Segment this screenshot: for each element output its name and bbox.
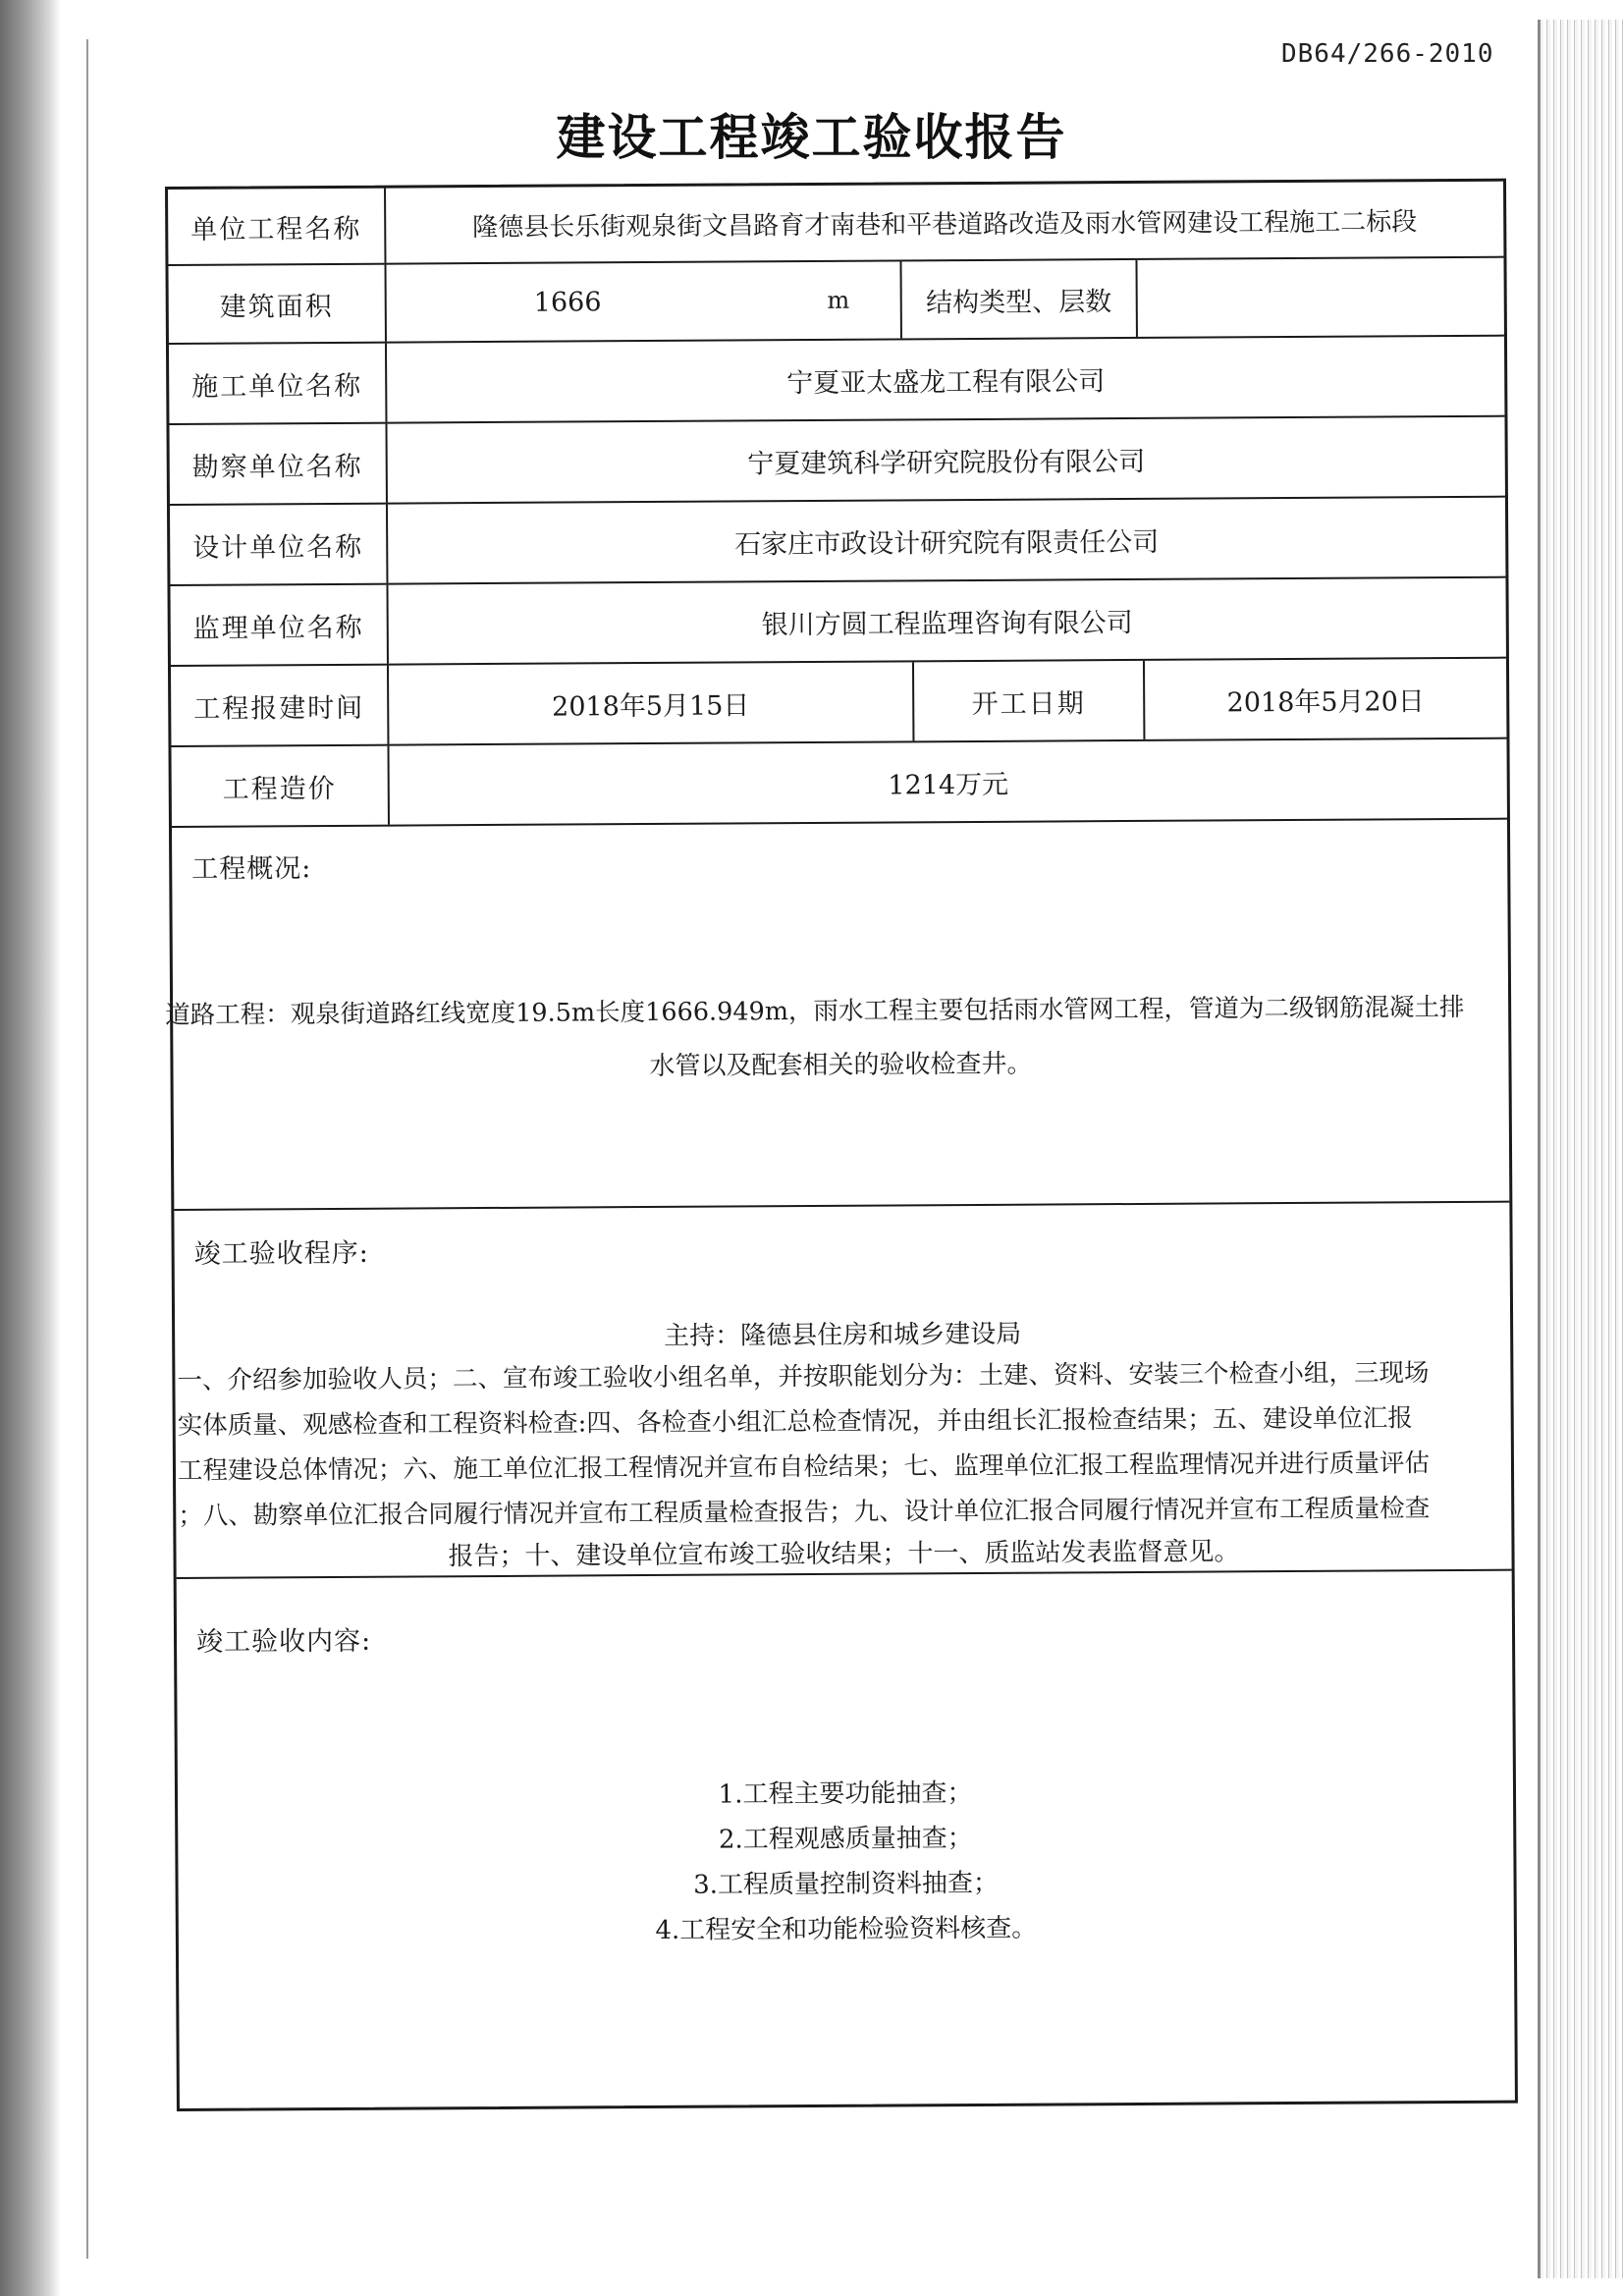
- label-structure-type: 结构类型、层数: [899, 260, 1135, 338]
- procedure-heading: 竣工验收程序:: [193, 1237, 369, 1270]
- value-report-time: 2018年5月15日: [387, 662, 912, 743]
- procedure-line-5: 报告；十、建设单位宣布竣工验收结果；十一、质监站发表监督意见。: [448, 1537, 1240, 1572]
- content-heading: 竣工验收内容:: [195, 1625, 372, 1658]
- content-item-1: 1.工程主要功能抽查；: [718, 1778, 973, 1810]
- row-survey-unit: [169, 417, 1504, 506]
- scan-shadow-left: [0, 0, 61, 2296]
- label-supervision-unit: 监理单位名称: [192, 612, 364, 644]
- label-design-unit: 设计单位名称: [192, 531, 364, 564]
- value-survey-unit: 宁夏建筑科学研究院股份有限公司: [385, 417, 1504, 503]
- document-number: DB64/266-2010: [1281, 39, 1494, 69]
- label-start-date: 开工日期: [912, 661, 1143, 740]
- overview-heading: 工程概况:: [191, 853, 312, 885]
- overview-line-2: 水管以及配套相关的验收检查井。: [649, 1049, 1033, 1082]
- value-structure-type: [1135, 258, 1503, 337]
- procedure-line-3: 工程建设总体情况；六、施工单位汇报工程情况并宣布自检结果；七、监理单位汇报工程监理情况并进行质量评估: [177, 1449, 1431, 1486]
- unit-building-area: m: [827, 286, 850, 314]
- label-survey-unit: 勘察单位名称: [191, 451, 363, 483]
- row-building-area: [168, 258, 1503, 345]
- page-title: 建设工程竣工验收报告: [556, 109, 1067, 166]
- value-cost: 1214万元: [387, 739, 1506, 825]
- value-unit-project-name: 隆德县长乐街观泉街文昌路育才南巷和平巷道路改造及雨水管网建设工程施工二标段: [384, 182, 1503, 263]
- acceptance-report-form: [165, 179, 1518, 2111]
- row-construction-unit: [169, 337, 1504, 425]
- overview-line-1: 道路工程：观泉街道路红线宽度19.5m长度1666.949m，雨水工程主要包括雨水管网工程，管道为二级钢筋混凝土排: [165, 992, 1465, 1031]
- row-cost: [171, 739, 1506, 828]
- value-design-unit: 石家庄市政设计研究院有限责任公司: [386, 498, 1505, 583]
- section-content: [177, 1571, 1515, 2114]
- procedure-line-2: 实体质量、观感检查和工程资料检查:四、各检查小组汇总检查情况，并由组长汇报检查结果；五、建设单位汇报: [177, 1403, 1413, 1441]
- procedure-line-4: ；八、勘察单位汇报合同履行情况并宣布工程质量检查报告；九、设计单位汇报合同履行情况并宣布工程质量检查: [178, 1494, 1431, 1531]
- scan-page-edge: [1538, 20, 1541, 2278]
- value-supervision-unit: 银川方圆工程监理咨询有限公司: [386, 578, 1505, 664]
- content-item-3: 3.工程质量控制资料抽查；: [693, 1868, 1000, 1900]
- value-start-date: 2018年5月20日: [1143, 659, 1506, 739]
- procedure-host: 主持：隆德县住房和城乡建设局: [664, 1319, 1022, 1351]
- scan-page-stack-right: [1537, 20, 1623, 2278]
- label-report-time: 工程报建时间: [193, 692, 365, 725]
- section-procedure: [174, 1203, 1511, 1579]
- building-area-cell: [384, 261, 899, 341]
- value-building-area: 1666: [533, 286, 602, 318]
- label-construction-unit: 施工单位名称: [191, 370, 363, 403]
- row-dates: [171, 659, 1506, 747]
- section-overview: [165, 820, 1509, 1211]
- procedure-line-1: 一、介绍参加验收人员；二、宣布竣工验收小组名单，并按职能划分为：土建、资料、安装三个检查小组，三现场: [177, 1358, 1430, 1395]
- content-item-2: 2.工程观感质量抽查；: [718, 1824, 973, 1855]
- value-construction-unit: 宁夏亚太盛龙工程有限公司: [385, 337, 1504, 422]
- row-unit-project-name: [168, 182, 1503, 266]
- content-item-4: 4.工程安全和功能检验资料核查。: [655, 1913, 1038, 1945]
- label-cost: 工程造价: [222, 773, 337, 805]
- row-design-unit: [170, 498, 1505, 586]
- scan-binding-line: [86, 39, 88, 2259]
- label-building-area: 建筑面积: [219, 291, 334, 323]
- row-supervision-unit: [170, 578, 1505, 667]
- label-unit-project-name: 单位工程名称: [190, 213, 362, 246]
